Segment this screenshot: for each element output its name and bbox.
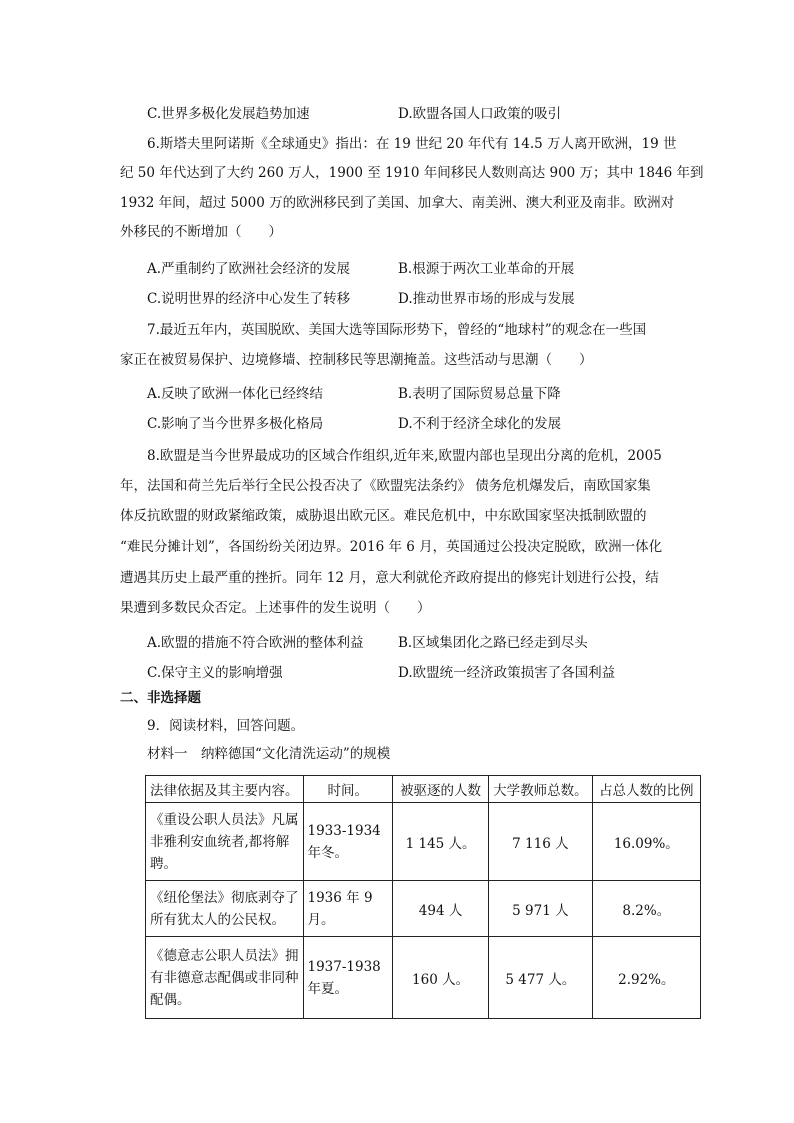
q7-option-b: B.表明了国际贸易总量下降: [398, 386, 561, 402]
q5-option-d: D.欧盟各国人口政策的吸引: [398, 106, 562, 122]
q7-option-c: C.影响了当今世界多极化格局: [147, 416, 324, 432]
table-row: [146, 881, 701, 937]
q8-stem-line-4: “难民分摊计划”，各国纷纷关闭边界。2016 年 6 月，英国通过公投决定脱欧，欧洲一体化: [120, 539, 663, 555]
q9-intro: 9．阅读材料，回答问题。: [147, 718, 305, 734]
table-header-row: [146, 776, 701, 803]
q6-option-d: D.推动世界市场的形成与发展: [398, 291, 575, 307]
material-title: 材料一 纳粹德国“文化清洗运动”的规模: [147, 746, 391, 762]
q7-option-a: A.反映了欧洲一体化已经终结: [147, 386, 324, 402]
law-cell: 《重设公职人员法》凡属非雅利安血统者,都将解聘。: [146, 803, 304, 881]
q7-option-d: D.不利于经济全球化的发展: [398, 416, 562, 432]
q8-option-b: B.区域集团化之路已经走到尽头: [398, 635, 588, 651]
section-heading: 二、非选择题: [120, 690, 201, 706]
q6-option-c: C.说明世界的经济中心发生了转移: [147, 291, 351, 307]
table-header-cell: 大学教师总数。: [489, 776, 593, 803]
q7-stem-line-2: 家正在被贸易保护、边境修墙、控制移民等思潮掩盖。这些活动与思潮（ ）: [120, 352, 593, 368]
q8-stem-line-3: 体反抗欧盟的财政紧缩政策，威胁退出欧元区。难民危机中，中东欧国家坚决抵制欧盟的: [120, 508, 647, 524]
q6-option-a: A.严重制约了欧洲社会经济的发展: [147, 261, 351, 277]
q8-stem-line-1: 8.欧盟是当今世界最成功的区域合作组织,近年来,欧盟内部也呈现出分离的危机，2005: [147, 448, 662, 464]
q6-stem-line-3: 1932 年间，超过 5000 万的欧洲移民到了美国、加拿大、南美洲、澳大利亚及南非。欧洲对: [120, 195, 675, 211]
total-cell: 5 971 人: [489, 881, 593, 937]
q7-stem-line-1: 7.最近五年内，英国脱欧、美国大选等国际形势下，曾经的“地球村”的观念在一些国: [147, 322, 647, 338]
expelled-cell: 160 人。: [393, 937, 489, 1019]
table-row: [146, 803, 701, 881]
q8-stem-line-5: 遭遇其历史上最严重的挫折。同年 12 月，意大利就伦齐政府提出的修宪计划进行公投，结: [120, 570, 659, 586]
table-header-cell: 法律依据及其主要内容。: [146, 776, 304, 803]
q8-stem-line-6: 果遭到多数民众否定。上述事件的发生说明（ ）: [120, 600, 431, 616]
q6-stem-line-2: 纪 50 年代达到了大约 260 万人，1900 至 1910 年间移民人数则高达 900 万；其中 1846 年到: [120, 165, 704, 181]
q8-option-a: A.欧盟的措施不符合欧洲的整体利益: [147, 635, 364, 651]
q8-option-c: C.保守主义的影响增强: [147, 665, 283, 681]
q6-option-b: B.根源于两次工业革命的开展: [398, 261, 575, 277]
time-cell: 1937-1938 年夏。: [303, 937, 393, 1019]
expelled-cell: 494 人: [393, 881, 489, 937]
table-header-cell: 时间。: [303, 776, 393, 803]
expelled-cell: 1 145 人。: [393, 803, 489, 881]
q8-stem-line-2: 年，法国和荷兰先后举行全民公投否决了《欧盟宪法条约》 债务危机爆发后，南欧国家集: [120, 478, 651, 494]
table-row: [146, 937, 701, 1019]
law-cell: 《德意志公职人员法》拥有非德意志配偶或非同种配偶。: [146, 937, 304, 1019]
total-cell: 5 477 人。: [489, 937, 593, 1019]
time-cell: 1936 年 9 月。: [303, 881, 393, 937]
q6-stem-line-1: 6.斯塔夫里阿诺斯《全球通史》指出：在 19 世纪 20 年代有 14.5 万人离开欧洲，19 世: [147, 136, 677, 152]
q5-option-c: C.世界多极化发展趋势加速: [147, 106, 310, 122]
table-header-cell: 占总人数的比例: [592, 776, 700, 803]
time-cell: 1933-1934 年冬。: [303, 803, 393, 881]
ratio-cell: 8.2%。: [592, 881, 700, 937]
ratio-cell: 2.92%。: [592, 937, 700, 1019]
law-cell: 《纽伦堡法》彻底剥夺了所有犹太人的公民权。: [146, 881, 304, 937]
table-header-cell: 被驱逐的人数: [393, 776, 489, 803]
total-cell: 7 116 人: [489, 803, 593, 881]
q8-option-d: D.欧盟统一经济政策损害了各国利益: [398, 665, 616, 681]
ratio-cell: 16.09%。: [592, 803, 700, 881]
q6-stem-line-4: 外移民的不断增加（ ）: [120, 224, 282, 240]
material-table: [145, 775, 701, 1019]
